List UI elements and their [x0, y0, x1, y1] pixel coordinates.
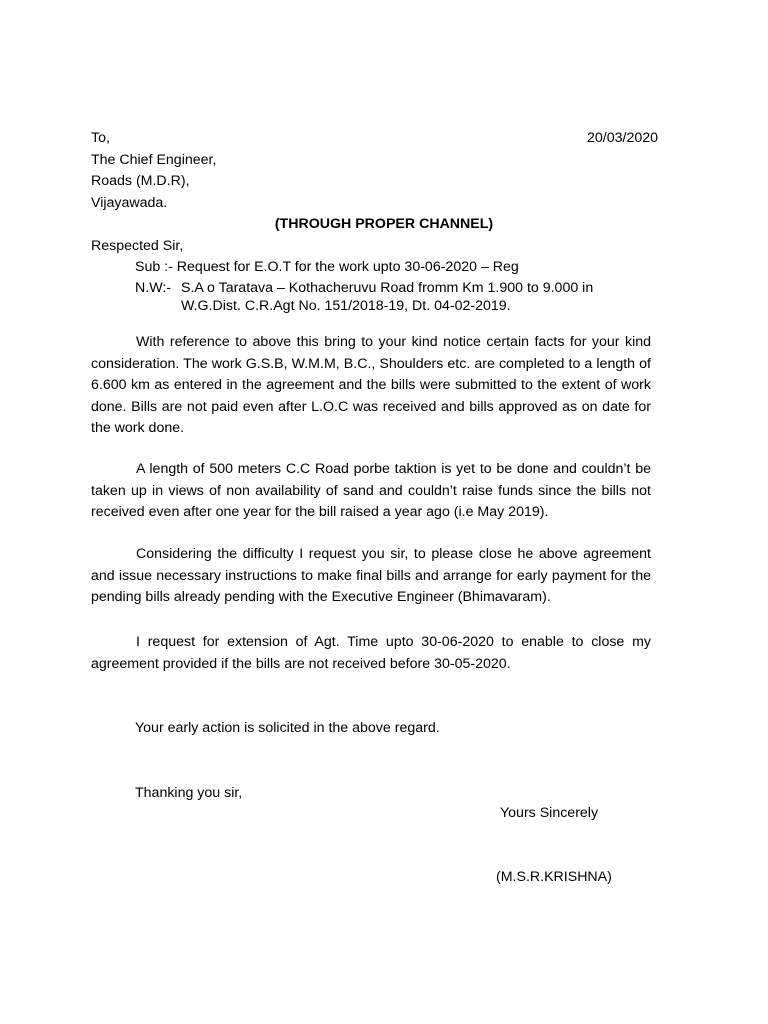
- to-label: To,: [91, 130, 110, 146]
- body-paragraph-1: [91, 332, 651, 440]
- greeting: Respected Sir,: [91, 238, 184, 254]
- name-of-work-line-1: S.A o Taratava – Kothacheruvu Road fromm Km 1.900 to 9.000 in: [181, 280, 594, 296]
- body-paragraph-1-text: With reference to above this bring to your kind notice certain facts for your kind consideration. The work G.S.B, W.M.M, B.C., Shoulders etc. are completed to a length of 6.600 km as entered in the agreement and the bills were submitted to the extent of work done. Bills are not paid even after L.O.C was received and bills approved as on date for the work done.: [91, 334, 651, 436]
- body-paragraph-4-text: I request for extension of Agt. Time upto 30-06-2020 to enable to close my agreement provided if the bills are not received before 30-05-2020.: [91, 634, 651, 672]
- action-line: Your early action is solicited in the above regard.: [135, 720, 440, 736]
- thanks-line: Thanking you sir,: [135, 785, 243, 801]
- recipient-line-2: Roads (M.D.R),: [91, 173, 190, 189]
- recipient-line-3: Vijayawada.: [91, 195, 168, 211]
- signatory-name: (M.S.R.KRISHNA): [496, 869, 612, 885]
- closing-line: Yours Sincerely: [500, 805, 599, 821]
- body-paragraph-3: [91, 544, 651, 609]
- body-paragraph-3-text: Considering the difficulty I request you sir, to please close he above agreement and issue necessary instructions to make final bills and arrange for early payment for the pending bills already pending with the Executive Engineer (Bhimavaram).: [91, 546, 651, 605]
- body-paragraph-2: [91, 459, 651, 524]
- recipient-line-1: The Chief Engineer,: [91, 152, 217, 168]
- name-of-work-label: N.W:-: [135, 280, 171, 296]
- subject-line: Sub :- Request for E.O.T for the work upto 30-06-2020 – Reg: [135, 259, 519, 275]
- letter-date: 20/03/2020: [587, 130, 659, 146]
- body-paragraph-4: [91, 632, 651, 675]
- name-of-work-line-2: W.G.Dist. C.R.Agt No. 151/2018-19, Dt. 04-02-2019.: [181, 298, 511, 314]
- body-paragraph-2-text: A length of 500 meters C.C Road porbe taktion is yet to be done and couldn’t be taken up in views of non availability of sand and couldn’t raise funds since the bills not received even after one year for the bill raised a year ago (i.e May 2019).: [91, 461, 651, 520]
- channel-heading: (THROUGH PROPER CHANNEL): [274, 216, 494, 232]
